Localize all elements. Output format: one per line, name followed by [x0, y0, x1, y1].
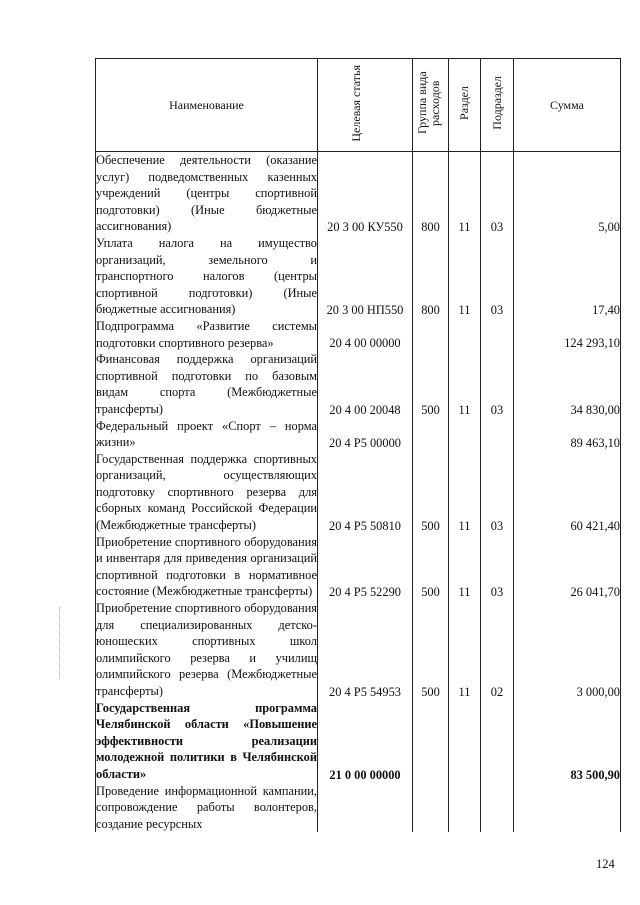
row-section: 11: [449, 235, 481, 318]
margin-mark: [59, 607, 61, 679]
table-row: [96, 600, 621, 700]
row-name: Государственная программа Челябинской области «Повышение эффективности реализации молодежной политики в Челябинской области»: [96, 700, 317, 781]
budget-table: [95, 58, 621, 832]
table-row: [96, 451, 621, 534]
header-section: Раздел: [449, 59, 481, 152]
header-target: Целевая статья: [318, 59, 413, 152]
row-subsection: [481, 318, 514, 351]
row-section: 11: [449, 600, 481, 700]
row-group: [413, 700, 449, 783]
row-subsection: 03: [481, 235, 514, 318]
row-section: 11: [449, 534, 481, 600]
header-name: Наименование: [96, 59, 318, 152]
header-subsection: Подраздел: [481, 59, 514, 152]
row-name: Обеспечение деятельности (оказание услуг) подведомственных казенных учреждений (центры спортивной подготовки) (Иные бюджетные ассигнования): [96, 153, 317, 234]
row-group: 800: [413, 235, 449, 318]
table-row: [96, 152, 621, 235]
row-name: Приобретение спортивного оборудования для специализированных детско-юношеских спортивных школ олимпийского резерва и училищ олимпийского резерва (Межбюджетные трансферты): [96, 601, 317, 698]
row-sum: 60 421,40: [514, 451, 621, 534]
page-number: 124: [596, 857, 615, 871]
row-sum: 17,40: [514, 235, 621, 318]
row-code: 20 4 P5 00000: [318, 418, 413, 451]
table-row: [96, 351, 621, 417]
header-group: Группа вида расходов: [413, 59, 449, 152]
table-row: [96, 700, 621, 783]
row-group: [413, 418, 449, 451]
table-row: [96, 235, 621, 318]
row-name: Государственная поддержка спортивных организаций, осуществляющих подготовку спортивного резерва для сборных команд Российской Федерации (Межбюджетные трансферты): [96, 451, 317, 533]
row-subsection: [481, 418, 514, 451]
row-subsection: 03: [481, 451, 514, 534]
table-row: [96, 534, 621, 600]
table-row: [96, 318, 621, 351]
row-sum: 83 500,90: [514, 700, 621, 783]
row-subsection: 03: [481, 534, 514, 600]
table-body: [96, 152, 621, 833]
row-sum: 89 463,10: [514, 418, 621, 451]
row-sum: 5,00: [514, 152, 621, 235]
row-name: Приобретение спортивного оборудования и инвентаря для приведения организаций спортивной подготовки в нормативное состояние (Межбюджетные трансферты): [96, 534, 317, 599]
row-sum: 3 000,00: [514, 600, 621, 700]
row-subsection: [481, 783, 514, 833]
row-sum: [514, 783, 621, 833]
row-code: 21 0 00 00000: [318, 700, 413, 783]
row-name: Проведение информационной кампании, сопровождение работы волонтеров, создание ресурсных: [96, 783, 317, 831]
header-sum: Сумма: [514, 59, 621, 152]
row-code: [318, 783, 413, 833]
row-subsection: 02: [481, 600, 514, 700]
row-name: Подпрограмма «Развитие системы подготовки спортивного резерва»: [96, 318, 317, 350]
row-subsection: [481, 700, 514, 783]
row-section: 11: [449, 351, 481, 417]
row-code: 20 4 P5 50810: [318, 451, 413, 534]
row-name: Уплата налога на имущество организаций, земельного и транспортного налогов (центры спортивной подготовки) (Иные бюджетные ассигнования): [96, 235, 317, 317]
row-section: [449, 783, 481, 833]
row-name: Федеральный проект «Спорт – норма жизни»: [96, 418, 317, 450]
row-group: 500: [413, 451, 449, 534]
row-section: [449, 700, 481, 783]
row-group: [413, 783, 449, 833]
row-code: 20 4 P5 52290: [318, 534, 413, 600]
row-group: [413, 318, 449, 351]
row-group: 800: [413, 152, 449, 235]
row-sum: 124 293,10: [514, 318, 621, 351]
table-row: [96, 418, 621, 451]
row-sum: 34 830,00: [514, 351, 621, 417]
row-subsection: 03: [481, 351, 514, 417]
row-code: 20 4 00 00000: [318, 318, 413, 351]
row-sum: 26 041,70: [514, 534, 621, 600]
row-code: 20 4 P5 54953: [318, 600, 413, 700]
row-group: 500: [413, 600, 449, 700]
table-row: [96, 783, 621, 833]
row-group: 500: [413, 351, 449, 417]
row-group: 500: [413, 534, 449, 600]
row-subsection: 03: [481, 152, 514, 235]
table-header: [96, 59, 621, 152]
row-code: 20 3 00 КУ550: [318, 152, 413, 235]
row-section: 11: [449, 451, 481, 534]
row-section: [449, 418, 481, 451]
row-name: Финансовая поддержка организаций спортивной подготовки по базовым видам спорта (Межбюджетные трансферты): [96, 352, 317, 416]
row-code: 20 3 00 НП550: [318, 235, 413, 318]
row-code: 20 4 00 20048: [318, 351, 413, 417]
row-section: [449, 318, 481, 351]
row-section: 11: [449, 152, 481, 235]
